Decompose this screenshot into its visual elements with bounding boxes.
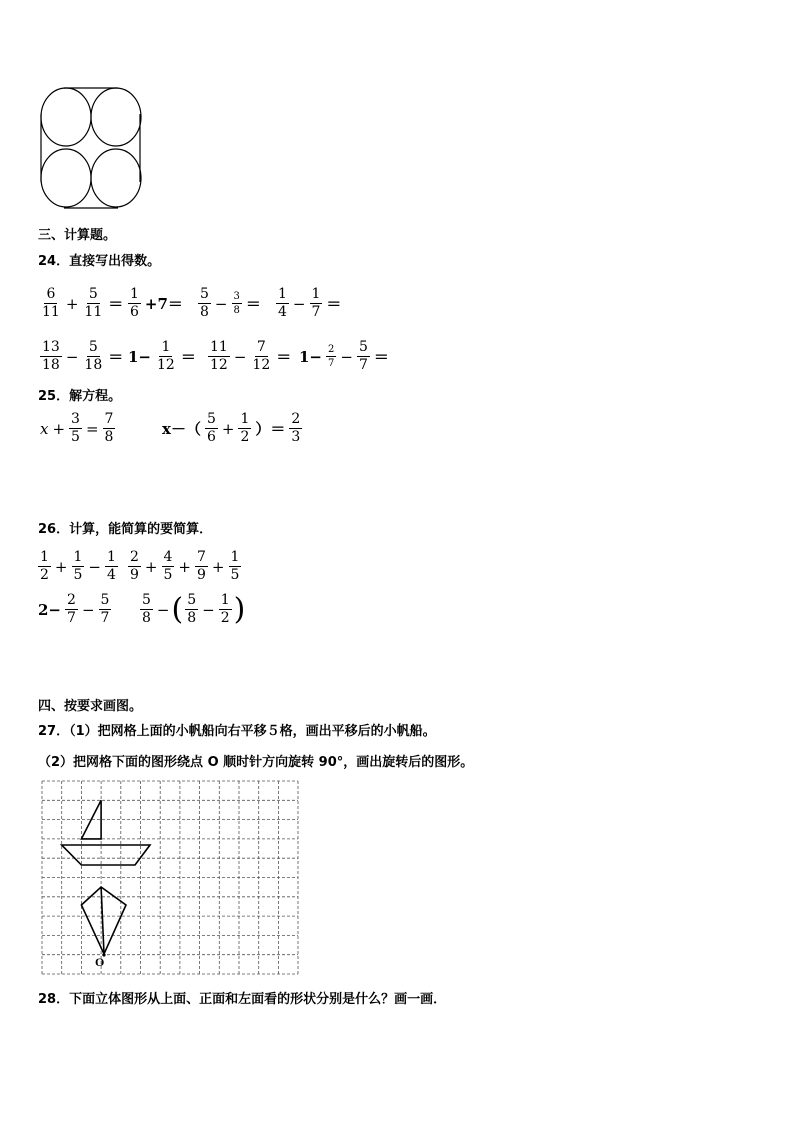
q24-r1-e1: $\frac{6}{11}$ + $\frac{5}{11}$ ＝ [42, 286, 124, 320]
q27-grid-figure [40, 779, 302, 977]
q26-e2: $\frac{2}{9}$ + $\frac{4}{5}$ + $\frac{7}{9}$ + $\frac{1}{5}$ [130, 549, 240, 583]
section3-heading: 三、计算题。 [38, 228, 117, 243]
q27-part2: （2）把网格下面的图形绕点 O 顺时针方向旋转 90°，画出旋转后的图形。 [38, 755, 474, 770]
q28-label: 28．下面立体图形从上面、正面和左面看的形状分别是什么？画一画． [38, 992, 447, 1007]
q24-label: 24．直接写出得数。 [38, 254, 161, 269]
q26-label: 26．计算，能简算的要简算． [38, 522, 213, 537]
q25-eq1: x + $\frac{3}{5}$ = $\frac{7}{8}$ [40, 411, 114, 445]
q24-r2-e3: $\frac{11}{12}$ − $\frac{7}{12}$ ＝ [210, 339, 292, 373]
q25-eq2: x－（ $\frac{5}{6}$ + $\frac{1}{2}$ ）＝ $\frac{2}{3}$ [162, 411, 301, 445]
section4-heading: 四、按要求画图。 [38, 699, 143, 714]
q25-label: 25．解方程。 [38, 389, 122, 404]
q26-e4: $\frac{5}{8}$ − ( $\frac{5}{8}$ − $\frac{1}{2}$ ) [142, 591, 246, 627]
q24-r1-e4: $\frac{1}{4}$ − $\frac{1}{7}$ ＝ [278, 286, 342, 320]
q24-r2-e4: 1− $\frac{2}{7}$ − $\frac{5}{7}$ ＝ [299, 339, 389, 373]
q26-e1: $\frac{1}{2}$ + $\frac{1}{5}$ − $\frac{1}{4}$ [40, 549, 116, 583]
q24-r1-e3: $\frac{5}{8}$ − $\frac{3}{8}$ ＝ [200, 286, 261, 320]
q24-r1-e2: $\frac{1}{6}$ +7＝ [130, 286, 183, 320]
q24-r2-e2: 1− $\frac{1}{12}$ ＝ [128, 339, 196, 373]
q27-part1: 27．（1）把网格上面的小帆船向右平移５格，画出平移后的小帆船。 [38, 724, 436, 739]
q24-r2-e1: $\frac{13}{18}$ − $\frac{5}{18}$ ＝ [42, 339, 124, 373]
q26-e3: 2− $\frac{2}{7}$ − $\frac{5}{7}$ [38, 592, 110, 626]
sailboat-shape [62, 800, 150, 865]
four-circles-figure [36, 86, 146, 212]
point-o-label: O [95, 955, 105, 969]
